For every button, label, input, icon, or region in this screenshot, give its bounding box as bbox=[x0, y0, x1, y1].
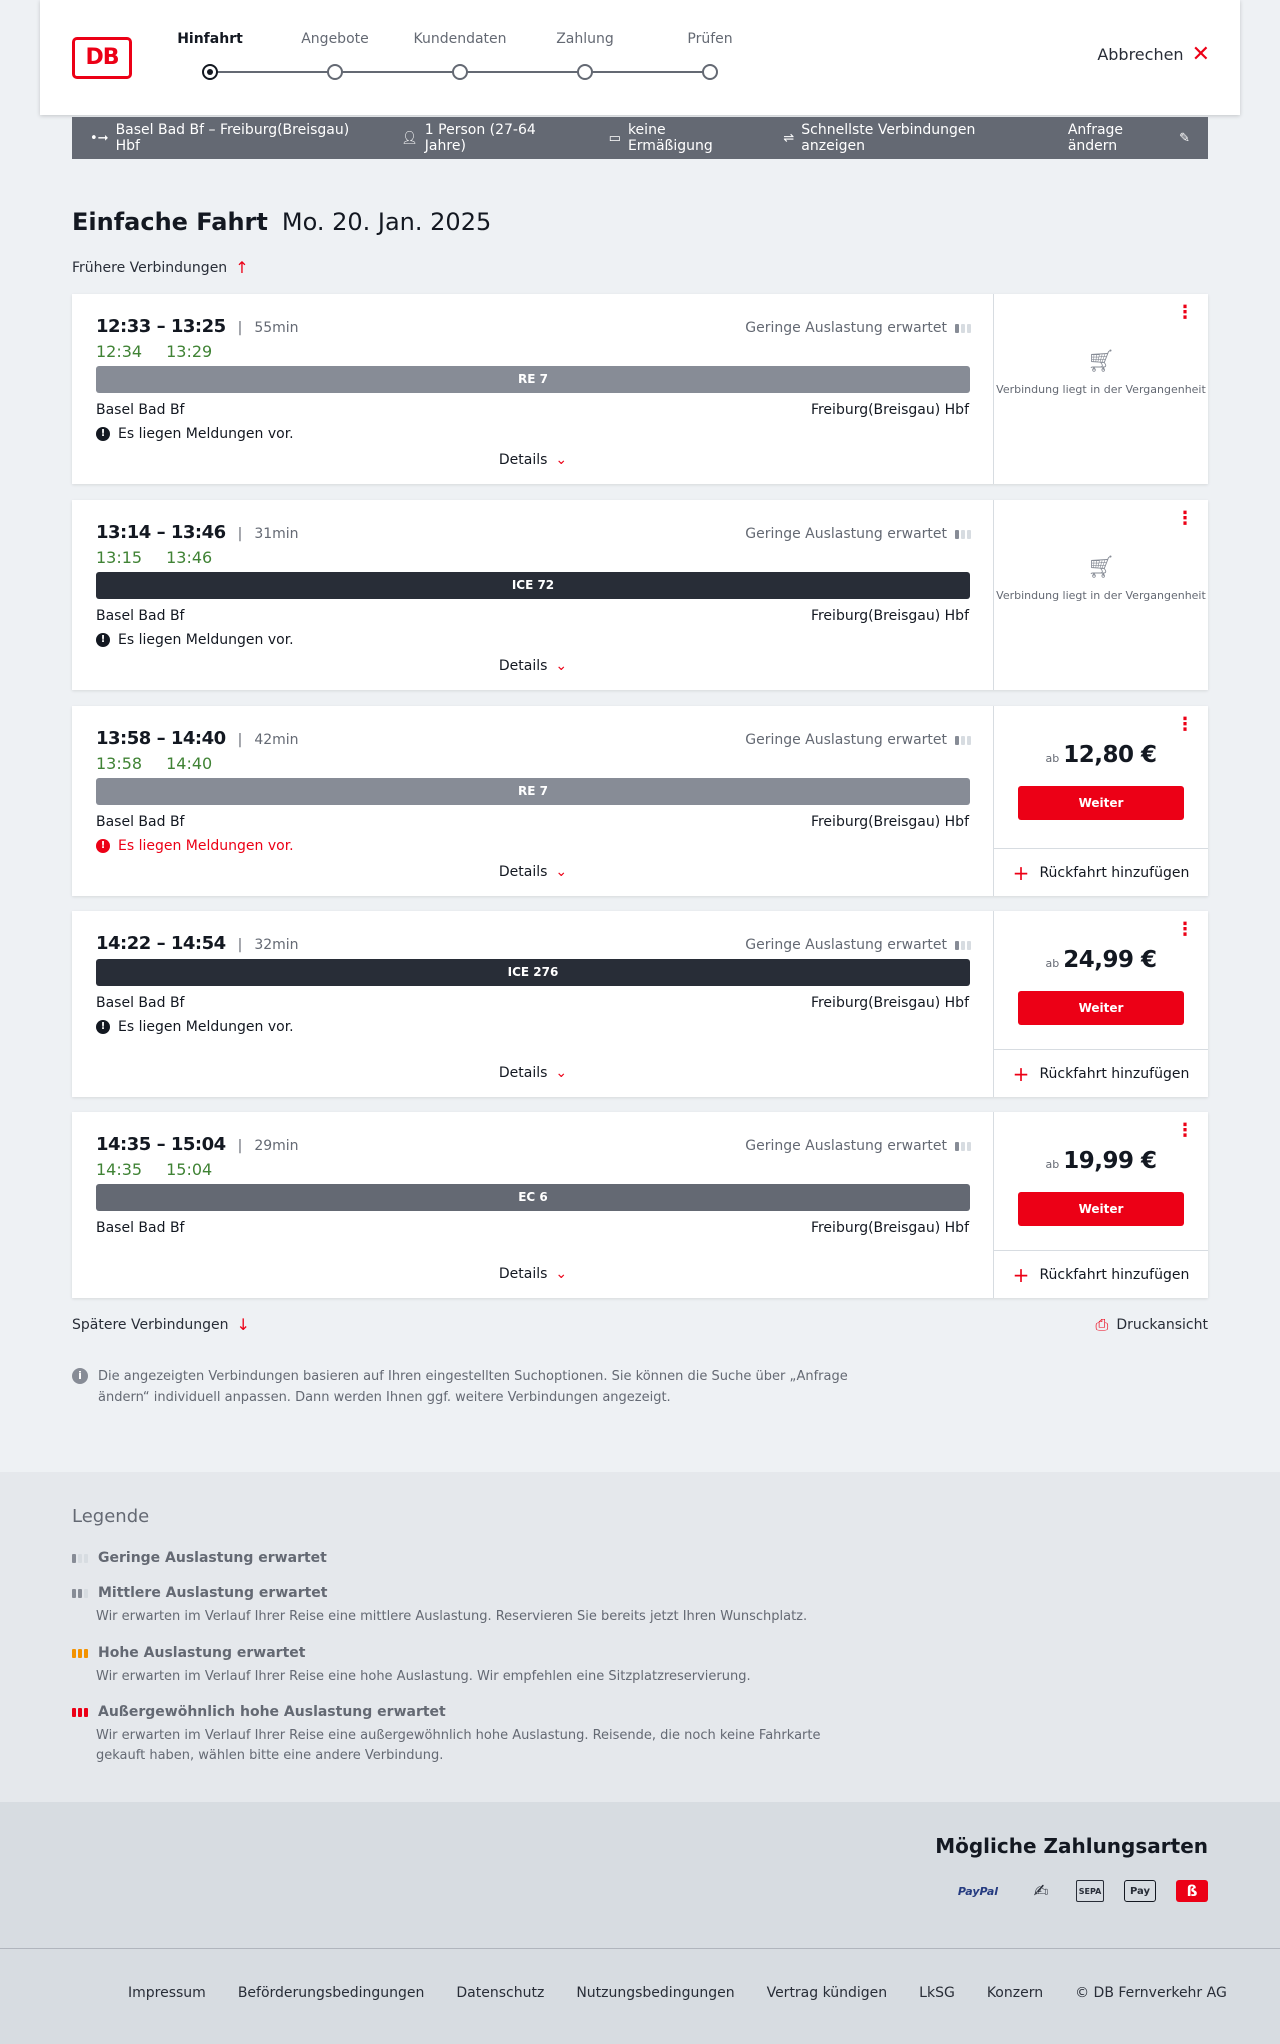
realtime-arrival: 15:04 bbox=[166, 1160, 213, 1179]
search-summary-bar bbox=[72, 117, 1208, 159]
past-connection-note bbox=[994, 349, 1208, 398]
details-toggle[interactable] bbox=[72, 1065, 994, 1081]
details-toggle[interactable] bbox=[72, 1266, 994, 1282]
realtime-times bbox=[96, 548, 212, 567]
later-connections-link[interactable] bbox=[72, 1315, 250, 1334]
past-text: Verbindung liegt in der Vergangenheit bbox=[996, 383, 1206, 396]
legend-head: Mittlere Auslastung erwartet bbox=[98, 1585, 328, 1601]
return-label: Rückfahrt hinzufügen bbox=[1039, 1266, 1190, 1283]
legend-entry-high bbox=[72, 1645, 872, 1687]
train-bar[interactable]: ICE 72 bbox=[96, 572, 970, 599]
realtime-departure: 14:35 bbox=[96, 1160, 143, 1179]
add-return-trip-button[interactable] bbox=[994, 1250, 1208, 1298]
destination-station: Freiburg(Breisgau) Hbf bbox=[810, 814, 969, 830]
realtime-departure: 13:15 bbox=[96, 548, 143, 567]
earlier-label: Frühere Verbindungen bbox=[72, 259, 228, 276]
step-pruefen[interactable] bbox=[650, 30, 770, 80]
cart-unavailable-icon: 🛒︎ bbox=[1087, 555, 1115, 580]
connection-times bbox=[96, 728, 299, 749]
fastest-text: Schnellste Verbindungen anzeigen bbox=[801, 122, 976, 154]
continue-button[interactable]: Weiter bbox=[1018, 786, 1184, 820]
discount-text: keine Ermäßigung bbox=[627, 122, 713, 154]
trip-date: Mo. 20. Jan. 2025 bbox=[281, 208, 492, 236]
payment-methods-section bbox=[0, 1802, 1280, 1948]
price-display bbox=[994, 947, 1208, 973]
paypal-icon: PayPal bbox=[957, 1884, 999, 1898]
footer-link[interactable]: Nutzungsbedingungen bbox=[576, 1985, 735, 2001]
step-label: Kundendaten bbox=[413, 31, 507, 47]
details-toggle[interactable] bbox=[72, 864, 994, 880]
chevron-down-icon: ⌄ bbox=[555, 864, 568, 880]
footer-link[interactable]: Datenschutz bbox=[456, 1985, 545, 2001]
step-dot bbox=[452, 64, 468, 80]
add-return-trip-button[interactable] bbox=[994, 848, 1208, 896]
step-zahlung[interactable] bbox=[525, 30, 645, 80]
connection-times bbox=[96, 316, 299, 337]
pencil-icon: ✎ bbox=[1179, 130, 1190, 146]
step-hinfahrt[interactable] bbox=[150, 30, 270, 80]
planned-times: 13:14 – 13:46 bbox=[96, 522, 226, 543]
duration: 31min bbox=[254, 526, 299, 542]
info-note bbox=[72, 1366, 852, 1408]
cart-unavailable-icon: 🛒︎ bbox=[1087, 349, 1115, 374]
connection-main bbox=[72, 294, 994, 484]
price-prefix: ab bbox=[1045, 957, 1060, 970]
chevron-down-icon: ⌄ bbox=[555, 658, 568, 674]
separator: | bbox=[237, 732, 243, 748]
more-options-icon[interactable]: ⋮ bbox=[1176, 919, 1194, 940]
notice-text: Es liegen Meldungen vor. bbox=[118, 838, 294, 854]
legend-head: Außergewöhnlich hohe Auslastung erwartet bbox=[98, 1704, 446, 1720]
route-arrow-icon: •➞ bbox=[90, 130, 109, 146]
continue-button[interactable]: Weiter bbox=[1018, 991, 1184, 1025]
train-bar[interactable]: RE 7 bbox=[96, 366, 970, 393]
duration: 32min bbox=[254, 937, 299, 953]
details-label: Details bbox=[498, 1266, 548, 1282]
load-low-icon bbox=[955, 530, 971, 539]
notice-message[interactable] bbox=[96, 426, 294, 442]
occupancy-text: Geringe Auslastung erwartet bbox=[745, 732, 947, 748]
alert-icon: ! bbox=[96, 427, 110, 441]
destination-station: Freiburg(Breisgau) Hbf bbox=[810, 608, 969, 624]
search-route[interactable] bbox=[90, 122, 367, 154]
connection-main bbox=[72, 706, 994, 896]
step-dot bbox=[202, 64, 218, 80]
search-fastest[interactable] bbox=[783, 122, 1033, 154]
duration: 55min bbox=[254, 320, 299, 336]
arrow-down-icon: ↓ bbox=[236, 1315, 250, 1334]
separator: | bbox=[237, 1138, 243, 1154]
footer-link: © DB Fernverkehr AG bbox=[1075, 1985, 1227, 2001]
details-toggle[interactable] bbox=[72, 452, 994, 468]
details-label: Details bbox=[498, 658, 548, 674]
footer-link[interactable]: LkSG bbox=[919, 1985, 955, 2001]
change-request-button[interactable] bbox=[1068, 122, 1190, 154]
footer-link[interactable]: Konzern bbox=[986, 1985, 1044, 2001]
planned-times: 14:22 – 14:54 bbox=[96, 933, 226, 954]
step-kundendaten[interactable] bbox=[400, 30, 520, 80]
footer-link[interactable]: Impressum bbox=[128, 1985, 206, 2001]
printer-icon: ⎙ bbox=[1095, 1315, 1109, 1334]
origin-station: Basel Bad Bf bbox=[96, 402, 185, 418]
continue-button[interactable]: Weiter bbox=[1018, 1192, 1184, 1226]
realtime-arrival: 13:46 bbox=[166, 548, 213, 567]
legend-title: Legende bbox=[72, 1506, 150, 1527]
footer bbox=[0, 1948, 1280, 2044]
load-low-icon bbox=[955, 941, 971, 950]
occupancy-text: Geringe Auslastung erwartet bbox=[745, 320, 947, 336]
load-low-icon bbox=[955, 736, 971, 745]
step-dot bbox=[702, 64, 718, 80]
info-text: Die angezeigten Verbindungen basieren auf Ihren eingestellten Suchoptionen. Sie können die Suche über „Anfrage ändern“ individuell anpassen. Dann werden Ihnen ggf. weitere Verbindungen angezeigt. bbox=[98, 1369, 848, 1405]
step-dot bbox=[327, 64, 343, 80]
alert-icon: ! bbox=[96, 839, 110, 853]
past-text: Verbindung liegt in der Vergangenheit bbox=[996, 589, 1206, 602]
connection-times bbox=[96, 522, 299, 543]
notice-message[interactable] bbox=[96, 838, 294, 854]
offer-panel bbox=[994, 294, 1208, 484]
change-text: Anfrage ändern bbox=[1067, 122, 1124, 154]
trip-type: Einfache Fahrt bbox=[72, 208, 268, 236]
info-icon: i bbox=[72, 1368, 88, 1384]
price-value: 12,80 € bbox=[1063, 742, 1157, 768]
connection-times bbox=[96, 933, 299, 954]
load-extreme-icon bbox=[72, 1708, 88, 1717]
earlier-connections-link[interactable] bbox=[72, 258, 249, 277]
chevron-down-icon: ⌄ bbox=[555, 452, 568, 468]
search-travellers[interactable] bbox=[401, 122, 574, 154]
signature-icon: ✍ bbox=[1033, 1880, 1049, 1902]
booking-stepper bbox=[177, 30, 800, 90]
notice-message[interactable] bbox=[96, 1019, 294, 1035]
details-toggle[interactable] bbox=[72, 658, 994, 674]
train-bar[interactable]: ICE 276 bbox=[96, 959, 970, 986]
cancel-label: Abbrechen bbox=[1097, 45, 1184, 64]
details-label: Details bbox=[498, 452, 548, 468]
connection-card[interactable] bbox=[72, 706, 1208, 896]
offer-panel bbox=[994, 911, 1208, 1097]
db-payment-icon: ß bbox=[1176, 1880, 1208, 1902]
db-logo[interactable]: DB bbox=[72, 37, 132, 79]
planned-times: 14:35 – 15:04 bbox=[96, 1134, 226, 1155]
connection-card[interactable] bbox=[72, 1112, 1208, 1298]
separator: | bbox=[237, 320, 243, 336]
origin-station: Basel Bad Bf bbox=[96, 995, 185, 1011]
connection-card[interactable] bbox=[72, 911, 1208, 1097]
connection-card[interactable] bbox=[72, 500, 1208, 690]
legend-entry-extreme bbox=[72, 1704, 872, 1766]
occupancy-info[interactable] bbox=[745, 732, 971, 748]
offer-panel bbox=[994, 500, 1208, 690]
alert-icon: ! bbox=[96, 1020, 110, 1034]
realtime-arrival: 14:40 bbox=[166, 754, 213, 773]
destination-station: Freiburg(Breisgau) Hbf bbox=[810, 402, 969, 418]
step-label: Zahlung bbox=[556, 31, 614, 47]
separator: | bbox=[237, 526, 243, 542]
occupancy-info[interactable] bbox=[745, 526, 971, 542]
planned-times: 13:58 – 14:40 bbox=[96, 728, 226, 749]
occupancy-info[interactable] bbox=[745, 1138, 971, 1154]
realtime-departure: 12:34 bbox=[96, 342, 143, 361]
connection-main bbox=[72, 500, 994, 690]
return-label: Rückfahrt hinzufügen bbox=[1039, 864, 1190, 881]
step-label: Angebote bbox=[301, 31, 369, 47]
cancel-button[interactable] bbox=[1097, 41, 1210, 67]
notice-text: Es liegen Meldungen vor. bbox=[118, 426, 294, 442]
more-options-icon[interactable]: ⋮ bbox=[1176, 1120, 1194, 1141]
occupancy-info[interactable] bbox=[745, 320, 971, 336]
booking-header bbox=[40, 0, 1240, 115]
payments-title: Mögliche Zahlungsarten bbox=[935, 1834, 1208, 1858]
plus-icon: + bbox=[1012, 1061, 1030, 1086]
more-options-icon[interactable]: ⋮ bbox=[1176, 714, 1194, 735]
alert-icon: ! bbox=[96, 633, 110, 647]
occupancy-info[interactable] bbox=[745, 937, 971, 953]
price-value: 19,99 € bbox=[1063, 1148, 1157, 1174]
person-icon: 👤︎ bbox=[401, 130, 418, 146]
train-bar[interactable]: RE 7 bbox=[96, 778, 970, 805]
price-display bbox=[994, 742, 1208, 768]
step-label: Hinfahrt bbox=[177, 31, 243, 47]
realtime-times bbox=[96, 1160, 212, 1179]
legend-head: Hohe Auslastung erwartet bbox=[98, 1645, 306, 1661]
sepa-icon: SEPA bbox=[1076, 1880, 1104, 1902]
plus-icon: + bbox=[1012, 860, 1030, 885]
legend-entry-low bbox=[72, 1550, 872, 1566]
chevron-down-icon: ⌄ bbox=[555, 1065, 568, 1081]
connection-card[interactable] bbox=[72, 294, 1208, 484]
load-low-icon bbox=[72, 1554, 88, 1563]
notice-text: Es liegen Meldungen vor. bbox=[118, 1019, 294, 1035]
origin-station: Basel Bad Bf bbox=[96, 814, 185, 830]
print-label: Druckansicht bbox=[1116, 1317, 1208, 1333]
apple-pay-icon bbox=[1124, 1880, 1156, 1902]
notice-text: Es liegen Meldungen vor. bbox=[118, 632, 294, 648]
card-icon: ▭ bbox=[608, 130, 621, 146]
close-icon: ✕ bbox=[1191, 41, 1210, 67]
price-prefix: ab bbox=[1045, 752, 1060, 765]
occupancy-text: Geringe Auslastung erwartet bbox=[745, 526, 947, 542]
legend-desc: Wir erwarten im Verlauf Ihrer Reise eine hohe Auslastung. Wir empfehlen eine Sitzplatzreservierung. bbox=[96, 1669, 751, 1684]
footer-link[interactable]: Vertrag kündigen bbox=[766, 1985, 888, 2001]
plus-icon: + bbox=[1012, 1262, 1030, 1287]
add-return-trip-button[interactable] bbox=[994, 1049, 1208, 1097]
origin-station: Basel Bad Bf bbox=[96, 608, 185, 624]
past-connection-note bbox=[994, 555, 1208, 604]
more-options-icon[interactable]: ⋮ bbox=[1176, 508, 1194, 529]
price-prefix: ab bbox=[1045, 1158, 1060, 1171]
footer-link[interactable]: Beförderungsbedingungen bbox=[237, 1985, 425, 2001]
occupancy-text: Geringe Auslastung erwartet bbox=[745, 1138, 947, 1154]
origin-station: Basel Bad Bf bbox=[96, 1220, 185, 1236]
realtime-times bbox=[96, 754, 212, 773]
step-angebote[interactable] bbox=[275, 30, 395, 80]
arrow-up-icon: ↑ bbox=[235, 258, 249, 277]
destination-station: Freiburg(Breisgau) Hbf bbox=[810, 1220, 969, 1236]
legend-head: Geringe Auslastung erwartet bbox=[98, 1550, 327, 1566]
legend-desc: Wir erwarten im Verlauf Ihrer Reise eine außergewöhnlich hohe Auslastung. Reisende, die noch keine Fahrkarte gekauft haben, wählen bitte eine andere Verbindung. bbox=[96, 1728, 821, 1763]
travellers-text: 1 Person (27-64 Jahre) bbox=[424, 122, 536, 154]
search-discount[interactable] bbox=[609, 122, 750, 154]
later-label: Spätere Verbindungen bbox=[72, 1316, 229, 1333]
train-bar[interactable]: EC 6 bbox=[96, 1184, 970, 1211]
step-label: Prüfen bbox=[687, 31, 733, 47]
details-label: Details bbox=[498, 1065, 548, 1081]
connection-main bbox=[72, 1112, 994, 1298]
offer-panel bbox=[994, 706, 1208, 896]
load-low-icon bbox=[955, 1142, 971, 1151]
connection-times bbox=[96, 1134, 299, 1155]
notice-message[interactable] bbox=[96, 632, 294, 648]
filter-icon: ⇌ bbox=[783, 130, 795, 146]
realtime-departure: 13:58 bbox=[96, 754, 143, 773]
route-text: Basel Bad Bf – Freiburg(Breisgau) Hbf bbox=[115, 122, 350, 154]
load-medium-icon bbox=[72, 1589, 88, 1598]
connection-main bbox=[72, 911, 994, 1097]
realtime-times bbox=[96, 342, 212, 361]
duration: 42min bbox=[254, 732, 299, 748]
occupancy-text: Geringe Auslastung erwartet bbox=[745, 937, 947, 953]
print-view-link[interactable] bbox=[1096, 1315, 1208, 1335]
legend-section bbox=[0, 1472, 1280, 1802]
step-dot bbox=[577, 64, 593, 80]
apple-pay-label: Pay bbox=[1129, 1885, 1151, 1897]
more-options-icon[interactable]: ⋮ bbox=[1176, 302, 1194, 323]
legend-entry-medium bbox=[72, 1585, 872, 1627]
details-label: Details bbox=[498, 864, 548, 880]
return-label: Rückfahrt hinzufügen bbox=[1039, 1065, 1190, 1082]
realtime-arrival: 13:29 bbox=[166, 342, 213, 361]
chevron-down-icon: ⌄ bbox=[555, 1266, 568, 1282]
price-display bbox=[994, 1148, 1208, 1174]
load-low-icon bbox=[955, 324, 971, 333]
planned-times: 12:33 – 13:25 bbox=[96, 316, 226, 337]
legend-desc: Wir erwarten im Verlauf Ihrer Reise eine mittlere Auslastung. Reservieren Sie bereits jetzt Ihren Wunschplatz. bbox=[96, 1609, 808, 1624]
offer-panel bbox=[994, 1112, 1208, 1298]
separator: | bbox=[237, 937, 243, 953]
page-title bbox=[72, 208, 491, 236]
destination-station: Freiburg(Breisgau) Hbf bbox=[810, 995, 969, 1011]
price-value: 24,99 € bbox=[1063, 947, 1157, 973]
duration: 29min bbox=[254, 1138, 299, 1154]
load-high-icon bbox=[72, 1649, 88, 1658]
